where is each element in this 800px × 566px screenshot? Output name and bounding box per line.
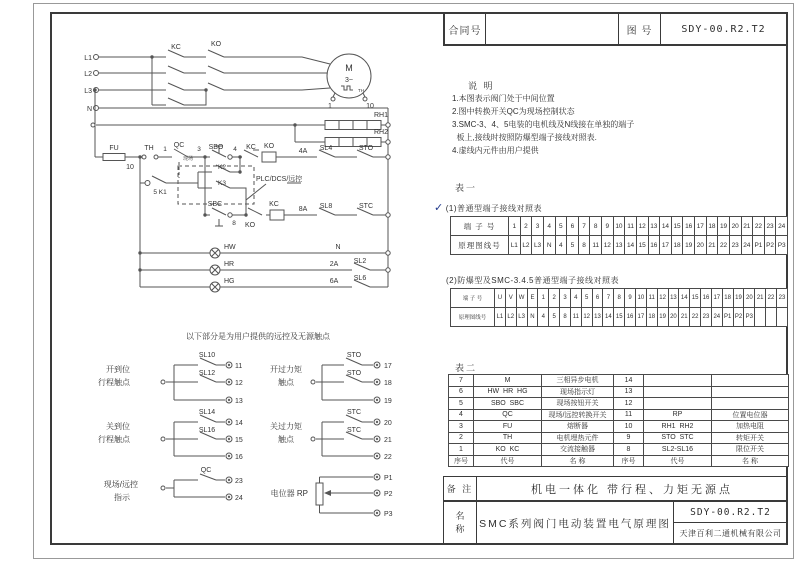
cell: L3 (532, 236, 544, 255)
cell: 现场指示灯 (542, 386, 614, 398)
cell: 13 (592, 308, 603, 327)
cell: L3 (516, 308, 527, 327)
cell: 13 (668, 289, 679, 308)
heater-circuit (91, 121, 386, 147)
cell: 序号 (614, 455, 644, 467)
control-line-close (203, 157, 386, 226)
cell: 16 (683, 217, 695, 236)
cell: TH (474, 432, 542, 444)
cell: 24 (776, 217, 788, 236)
cell: 10 (614, 421, 644, 433)
cell: 24 (711, 308, 722, 327)
company-name: 天津百利二通机械有限公司 (679, 529, 782, 538)
cell: 代号 (644, 455, 712, 467)
cell: P2 (733, 308, 744, 327)
cell: 17 (711, 289, 722, 308)
note-line: 2.图中转换开关QC为现场控制状态 (452, 107, 575, 116)
table-row (449, 398, 789, 410)
num-13: 13 (235, 398, 243, 405)
cell (776, 308, 787, 327)
label-motor-phase: 3~ (345, 77, 353, 84)
cell: 8 (614, 289, 625, 308)
cell: 3 (532, 217, 544, 236)
label-wire8a: 8A (298, 206, 308, 213)
cell: 11 (614, 409, 644, 421)
cell: P2 (764, 236, 776, 255)
cell: 熔断器 (542, 421, 614, 433)
component-table (448, 374, 789, 467)
cell: 序号 (449, 455, 474, 467)
notes-list (452, 92, 787, 157)
label-rh2: RH2 (373, 129, 388, 136)
label-sbo: SBO (208, 144, 224, 151)
cell: 19 (657, 308, 668, 327)
cell: 6 (449, 386, 474, 398)
cell: 21 (741, 217, 753, 236)
cell: 19 (683, 236, 695, 255)
label-open-torque-2: 触点 (278, 378, 294, 387)
cell: 22 (690, 308, 701, 327)
cell (644, 398, 712, 410)
label-stc: STC (359, 203, 373, 210)
name-label-text: 名称 (455, 510, 465, 534)
num-22: 22 (384, 454, 392, 461)
cell: 20 (729, 217, 741, 236)
cell: 18 (671, 236, 683, 255)
cell: 19 (733, 289, 744, 308)
cell: 22 (753, 217, 765, 236)
cell: 14 (679, 289, 690, 308)
check-icon: ✓ (434, 202, 444, 214)
cell: 名 称 (712, 455, 789, 467)
cell: P3 (744, 308, 755, 327)
cell: 三相异步电机 (542, 375, 614, 387)
cell: HW HR HG (474, 386, 542, 398)
label-hg: HG (224, 278, 235, 285)
cell: STO STC (644, 432, 712, 444)
label-motor-th: TH (358, 88, 364, 93)
cell: 4 (449, 409, 474, 421)
label-local-remote-2: 指示 (114, 493, 130, 502)
cell: 限位开关 (712, 444, 789, 456)
table-row (451, 308, 788, 327)
label-sto2: STO (346, 352, 362, 359)
label-kc-nc: KC (246, 144, 256, 151)
label-sl2: SL2 (353, 258, 367, 265)
cell: 现场/远控转换开关 (542, 409, 614, 421)
cell: SL2-SL16 (644, 444, 712, 456)
cell: 交流接触器 (542, 444, 614, 456)
cell: P1 (753, 236, 765, 255)
cell: W (516, 289, 527, 308)
circuit-labels (84, 41, 392, 518)
table-row (449, 432, 789, 444)
label-wire8: 8 (232, 220, 236, 227)
cell: 18 (646, 308, 657, 327)
cell: 12 (581, 308, 592, 327)
cell: 12 (602, 236, 614, 255)
cell: 11 (646, 289, 657, 308)
cell: 16 (648, 236, 660, 255)
cell: 9 (625, 289, 636, 308)
label-sto3: STO (346, 370, 362, 377)
label-wire4a: 4A (298, 148, 308, 155)
contract-no-value (486, 14, 619, 44)
cell: E (527, 289, 538, 308)
cell: L2 (505, 308, 516, 327)
label-k2: K2 (218, 164, 226, 171)
cell: 18 (706, 217, 718, 236)
cell: 2 (520, 217, 532, 236)
cell: FU (474, 421, 542, 433)
notes-title: 说 明 (468, 81, 495, 91)
drawing-no-value: SDY-00.R2.T2 (681, 23, 766, 35)
title-header (443, 12, 788, 46)
cell: 2 (549, 289, 560, 308)
cell: 8 (560, 308, 571, 327)
num-16: 16 (235, 454, 243, 461)
cell: 12 (657, 289, 668, 308)
cell: 21 (755, 289, 766, 308)
label-l1: L1 (84, 55, 92, 62)
table1-sub2-title: (2)防爆型及SMC-3.4.5普通型端子接线对照表 (446, 276, 620, 285)
name-block (443, 501, 788, 545)
num-18: 18 (384, 380, 392, 387)
cell: 14 (603, 308, 614, 327)
cell: L2 (520, 236, 532, 255)
cell: 8 (590, 217, 602, 236)
cell: 21 (679, 308, 690, 327)
remark-block (443, 476, 788, 501)
label-stc2: STC (347, 409, 361, 416)
label-open-travel-1: 开到位 (106, 365, 130, 374)
cell: 5 (449, 398, 474, 410)
label-sl4: SL4 (319, 145, 333, 152)
cell (755, 308, 766, 327)
num-p2: P2 (384, 491, 393, 498)
cell: 7 (449, 375, 474, 387)
label-sto: STO (358, 145, 374, 152)
label-sl8: SL8 (319, 203, 333, 210)
table-footer-row (449, 455, 789, 467)
label-close-travel-2: 行程触点 (98, 435, 130, 444)
label-open-torque-1: 开过力矩 (270, 365, 302, 374)
label-ko-coil: KO (263, 143, 275, 150)
cell: 8 (614, 444, 644, 456)
label-stc3: STC (347, 427, 361, 434)
cell: N (527, 308, 538, 327)
table-row (451, 236, 788, 255)
name-block-right (674, 502, 787, 544)
cell: 加热电阻 (712, 421, 789, 433)
label-sl6: SL6 (353, 275, 367, 282)
cell: 13 (648, 217, 660, 236)
cell: 13 (614, 386, 644, 398)
num-21: 21 (384, 437, 392, 444)
cell: 1 (449, 444, 474, 456)
cell (712, 386, 789, 398)
num-11: 11 (235, 363, 243, 370)
cell: 6 (567, 217, 579, 236)
label-n: N (86, 106, 92, 113)
cell: 17 (635, 308, 646, 327)
cell: 现场按钮开关 (542, 398, 614, 410)
label-local-remote-1: 现场/远控 (103, 480, 138, 489)
table1-sub1-text: (1)普通型端子接线对照表 (445, 204, 542, 213)
label-l2: L2 (84, 71, 92, 78)
cell (712, 375, 789, 387)
cell: 4 (570, 289, 581, 308)
cell: 23 (729, 236, 741, 255)
cell: 15 (636, 236, 648, 255)
note-line: 1.本图表示阀门处于中间位置 (452, 94, 555, 103)
label-sbc: SBC (207, 201, 223, 208)
label-wire4: 4 (233, 146, 237, 153)
label-n2: N (335, 244, 341, 251)
note-line: 3.SMC-3、4、5电装的电机线及N线接在单独的端子 (452, 120, 635, 129)
cell (644, 375, 712, 387)
cell: 3 (560, 289, 571, 308)
label-l3: L3 (84, 88, 92, 95)
cell: 6 (592, 289, 603, 308)
cell (766, 308, 777, 327)
label-kc-main: KC (171, 44, 181, 51)
cell: 16 (625, 308, 636, 327)
cell: 1 (538, 289, 549, 308)
cell: 7 (603, 289, 614, 308)
cell: 位置电位器 (712, 409, 789, 421)
label-wire2a: 2A (329, 261, 339, 268)
cell: U (495, 289, 506, 308)
num-15: 15 (235, 437, 243, 444)
cell: RP (644, 409, 712, 421)
terminal-table-explosionproof (450, 288, 788, 327)
label-wire6a: 6A (329, 278, 339, 285)
cell: 电机埋热元件 (542, 432, 614, 444)
cell: 11 (570, 308, 581, 327)
cell: 20 (744, 289, 755, 308)
label-wire3: 3 (197, 146, 201, 153)
cell: 9 (614, 432, 644, 444)
note-line: 4.虚线内元件由用户提供 (452, 146, 539, 155)
cell: 15 (690, 289, 701, 308)
table1-title: 表一 (455, 183, 478, 193)
cell: 原理图线号 (451, 308, 495, 327)
cell: 11 (590, 236, 602, 255)
label-qc-local: 现场 (182, 156, 194, 162)
label-fu: FU (109, 145, 119, 152)
cell: 5 (555, 217, 567, 236)
table-row (451, 217, 788, 236)
cell: 4 (538, 308, 549, 327)
num-p1: P1 (384, 475, 393, 482)
section-title: 以下部分是为用户提供的远控及无源触点 (186, 332, 330, 341)
cell: 名 称 (542, 455, 614, 467)
cell: 8 (578, 236, 590, 255)
cell: 1 (509, 217, 521, 236)
drawing-number: SDY-00.R2.T2 (674, 502, 787, 523)
cell: 2 (449, 432, 474, 444)
label-kc-coil: KC (269, 201, 279, 208)
table-row (449, 444, 789, 456)
cell: 10 (613, 217, 625, 236)
drawing-no-label: 图 号 (619, 14, 661, 44)
label-ko-nc: KO (244, 222, 256, 229)
label-rh1: RH1 (373, 112, 388, 119)
label-close-torque-2: 触点 (278, 435, 294, 444)
label-qc: QC (173, 142, 185, 149)
cell: 3 (449, 421, 474, 433)
label-motor-term1: 1 (328, 103, 332, 110)
cell: 17 (695, 217, 707, 236)
cell (712, 398, 789, 410)
label-wire10: 10 (126, 164, 134, 171)
cell: P1 (722, 308, 733, 327)
remark-value: 机电一体化 带行程、力矩无源点 (530, 483, 734, 496)
cell: 5 (549, 308, 560, 327)
cell: L1 (509, 236, 521, 255)
label-qc2: QC (200, 467, 212, 474)
cell: 23 (701, 308, 712, 327)
label-sl14: SL14 (198, 409, 216, 416)
cell: RH1 RH2 (644, 421, 712, 433)
cell: 12 (636, 217, 648, 236)
label-motor-term10: 10 (366, 103, 374, 110)
cell: KO KC (474, 444, 542, 456)
cell: SBO SBC (474, 398, 542, 410)
label-hw: HW (224, 244, 236, 251)
cell: 17 (660, 236, 672, 255)
cell: 7 (578, 217, 590, 236)
label-open-travel-2: 行程触点 (98, 378, 130, 387)
cell: 14 (614, 375, 644, 387)
label-wire1: 1 (163, 146, 167, 153)
num-12: 12 (235, 380, 243, 387)
cell: 23 (764, 217, 776, 236)
cell: 15 (614, 308, 625, 327)
label-k3: K3 (218, 180, 226, 187)
cell (644, 386, 712, 398)
remark-label: 备 注 (444, 477, 477, 500)
label-k1: 5 K1 (153, 189, 167, 196)
cell: 4 (543, 217, 555, 236)
cell: 9 (602, 217, 614, 236)
cell: 15 (671, 217, 683, 236)
num-20: 20 (384, 420, 392, 427)
table-row (449, 409, 789, 421)
cell: N (543, 236, 555, 255)
cell: 16 (701, 289, 712, 308)
label-th: TH (144, 145, 154, 152)
cell: 21 (706, 236, 718, 255)
cell: V (505, 289, 516, 308)
label-sl10: SL10 (198, 352, 216, 359)
name-label (444, 502, 477, 544)
drawing-title: SMC系列阀门电动装置电气原理图 (477, 502, 674, 544)
num-24: 24 (235, 495, 243, 502)
cell: 14 (660, 217, 672, 236)
terminal-table-standard (450, 216, 788, 255)
label-sl16: SL16 (198, 427, 216, 434)
cell: 13 (613, 236, 625, 255)
label-close-travel-1: 关到位 (106, 422, 130, 431)
cell: 22 (766, 289, 777, 308)
num-19: 19 (384, 398, 392, 405)
cell: 端 子 号 (451, 289, 495, 308)
cell: 4 (555, 236, 567, 255)
cell: P3 (776, 236, 788, 255)
label-close-torque-1: 关过力矩 (270, 422, 302, 431)
table-row (451, 289, 788, 308)
cell: 转矩开关 (712, 432, 789, 444)
label-hr: HR (224, 261, 235, 268)
cell: M (474, 375, 542, 387)
power-circuit (93, 50, 388, 111)
cell: 12 (614, 398, 644, 410)
cell: 11 (625, 217, 637, 236)
indicator-lamps (138, 183, 388, 292)
table-row (449, 375, 789, 387)
cell: 19 (718, 217, 730, 236)
label-ko-main: KO (210, 41, 222, 48)
contract-no-label: 合同号 (445, 14, 486, 44)
cell: 22 (718, 236, 730, 255)
cell: 14 (625, 236, 637, 255)
table-row (449, 421, 789, 433)
cell: 18 (722, 289, 733, 308)
cell: 5 (581, 289, 592, 308)
cell: 20 (695, 236, 707, 255)
label-motor: M (345, 63, 353, 73)
num-23: 23 (235, 478, 243, 485)
label-plc: PLC/DCS/远控 (256, 176, 303, 183)
num-p3: P3 (384, 511, 393, 518)
note-line: 板上,接线时按照防爆型端子接线对照表. (452, 133, 597, 142)
table1-sub1-title (434, 201, 542, 214)
cell: QC (474, 409, 542, 421)
table-row (449, 386, 789, 398)
cell: 原理图线号 (451, 236, 509, 255)
cell: 20 (668, 308, 679, 327)
cell: 23 (776, 289, 787, 308)
cell: L1 (495, 308, 506, 327)
num-17: 17 (384, 363, 392, 370)
cell: 5 (567, 236, 579, 255)
table2-title: 表二 (455, 363, 478, 373)
cell: 24 (741, 236, 753, 255)
cell: 10 (635, 289, 646, 308)
label-potentiometer: 电位器 RP (270, 489, 308, 498)
cell: 端 子 号 (451, 217, 509, 236)
cell: 代号 (474, 455, 542, 467)
num-14: 14 (235, 420, 243, 427)
label-sl12: SL12 (198, 370, 216, 377)
